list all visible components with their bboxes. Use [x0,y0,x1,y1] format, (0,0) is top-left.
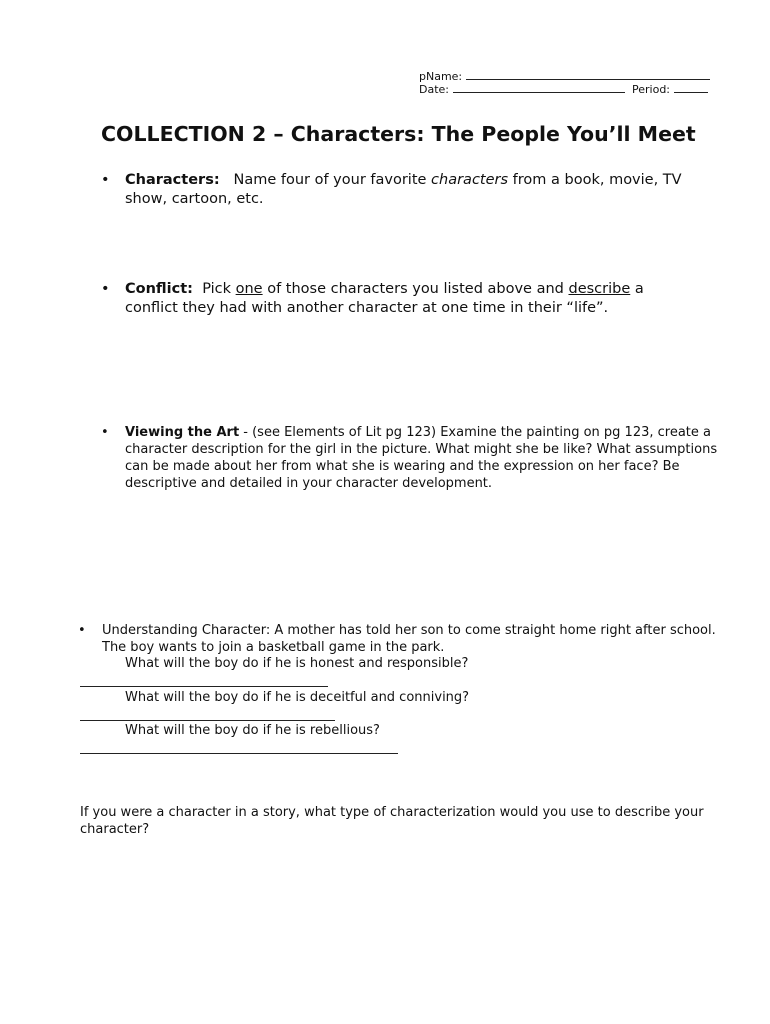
viewing-art-text: - (see Elements of Lit pg 123) Examine the painting on pg 123, create a character description for the girl in the picture. What might she be like? What assumptions can be made about her from what she is wearing and the expression on her face? Be descriptive and detailed in your character development. [125,425,718,491]
viewing-art-label: Viewing the Art [125,425,240,440]
viewing-art-bullet [101,424,725,492]
conflict-text-2: of those characters you listed above and [262,281,569,297]
period-label: Period: [632,83,671,96]
date-label: Date: [419,83,449,96]
name-label: pName: [419,70,463,83]
conflict-text-3: a conflict they had with another character at one time in their “life”. [125,281,644,316]
characterization-question: If you were a character in a story, what type of characterization would you use to describe your character? [80,805,704,837]
question-deceitful: What will the boy do if he is deceitful and conniving? [125,690,470,705]
characters-text-italic: characters [431,172,509,188]
answer-line-honest[interactable] [80,686,328,687]
question-honest: What will the boy do if he is honest and responsible? [125,656,469,671]
conflict-text-1: Pick [202,281,236,297]
characters-text-after: from a book, movie, TV show, cartoon, etc. [125,172,682,207]
conflict-underlined-one: one [235,281,263,297]
period-field[interactable] [674,83,708,93]
characters-label: Characters: [125,172,220,188]
conflict-bullet [101,280,685,318]
page-title: COLLECTION 2 – Characters: The People You’ll Meet [101,122,696,146]
bullet-point: • [78,623,86,638]
characters-bullet [101,171,725,209]
understanding-intro [78,623,722,656]
bullet-point: • [101,425,109,440]
date-field[interactable] [453,83,625,93]
answer-line-deceitful[interactable] [80,720,335,721]
date-row [419,83,708,96]
bullet-point: • [101,172,110,188]
characters-text-before: Name four of your favorite [233,172,432,188]
answer-line-rebellious[interactable] [80,753,398,754]
conflict-label: Conflict: [125,281,193,297]
conflict-underlined-describe: describe [568,281,631,297]
name-row [419,70,710,83]
understanding-intro-text: Understanding Character: A mother has told her son to come straight home right after school. The boy wants to join a basketball game in the park. [102,623,716,655]
question-rebellious: What will the boy do if he is rebellious? [125,723,380,738]
name-field[interactable] [466,70,710,80]
bullet-point: • [101,281,110,297]
